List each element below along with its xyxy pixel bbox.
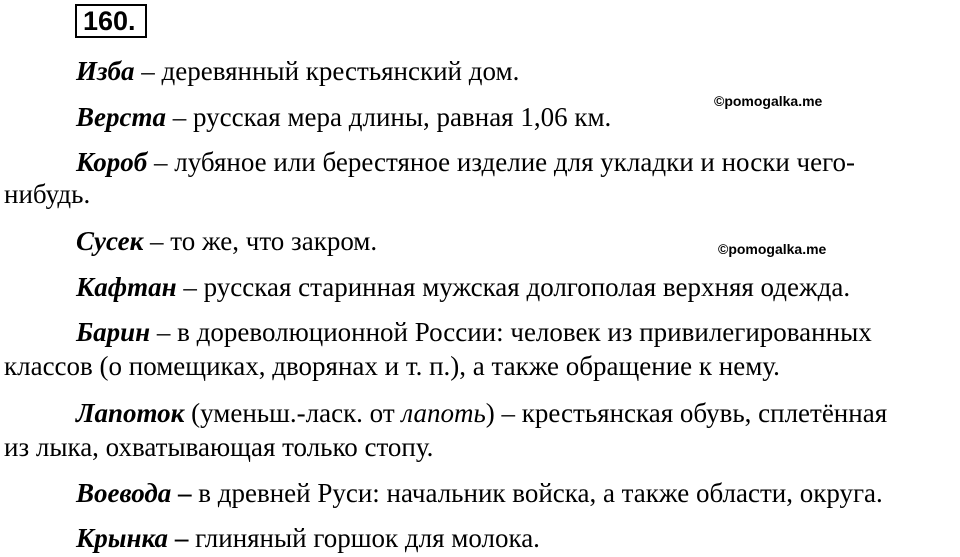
definition-lapotok-continuation: из лыка, охватывающая только стопу. (4, 432, 434, 462)
term: Изба (76, 56, 135, 86)
etymology-close: ) (485, 398, 495, 428)
exercise-number: 160. (75, 4, 147, 38)
definition-kaftan (4, 270, 954, 304)
definition-lapotok (4, 396, 954, 430)
dash: – (150, 317, 178, 347)
dash: – (168, 523, 196, 553)
term: Барин (76, 317, 151, 347)
definition-text: русская старинная мужская долгополая верхняя одежда. (203, 272, 851, 302)
definition-text: в дореволюционной России: человек из привилегированных (177, 317, 872, 347)
definition-text: лубяное или берестяное изделие для укладки и носки чего- (174, 147, 855, 177)
definition-text: крестьянская обувь, сплетённая (521, 398, 888, 428)
definition-text: деревянный крестьянский дом. (161, 56, 520, 86)
dash: – (176, 272, 204, 302)
dash: – (147, 147, 175, 177)
dash: – (494, 398, 522, 428)
definition-krynka (4, 521, 954, 555)
definition-text: русская мера длины, равная 1,06 км. (192, 102, 612, 132)
definition-voevoda (4, 476, 954, 510)
dash: – (143, 226, 171, 256)
watermark-middle: ©pomogalka.me (718, 241, 827, 257)
term: Воевода (76, 478, 172, 508)
definition-barin (4, 315, 954, 349)
term: Сусек (76, 226, 144, 256)
term: Верста (76, 102, 166, 132)
definition-versta (4, 100, 954, 134)
dash: – (134, 56, 162, 86)
definition-text: в древней Руси: начальник войска, а также области, округа. (198, 478, 883, 508)
watermark-top: ©pomogalka.me (714, 93, 823, 109)
dash: – (171, 478, 199, 508)
etymology-word: лапоть (401, 398, 486, 428)
dash: – (165, 102, 193, 132)
term: Крынка (76, 523, 169, 553)
definition-susek (4, 224, 954, 258)
definition-korob-continuation: нибудь. (4, 179, 91, 209)
definition-korob (4, 145, 954, 179)
etymology-note: (уменьш.-ласк. от (184, 398, 402, 428)
definition-izba (4, 54, 954, 88)
term: Короб (76, 147, 148, 177)
term: Кафтан (76, 272, 177, 302)
definition-text: то же, что закром. (170, 226, 378, 256)
definition-barin-continuation: классов (о помещиках, дворянах и т. п.), а также обращение к нему. (4, 351, 780, 381)
definition-text: глиняный горшок для молока. (195, 523, 540, 553)
term: Лапоток (76, 398, 185, 428)
